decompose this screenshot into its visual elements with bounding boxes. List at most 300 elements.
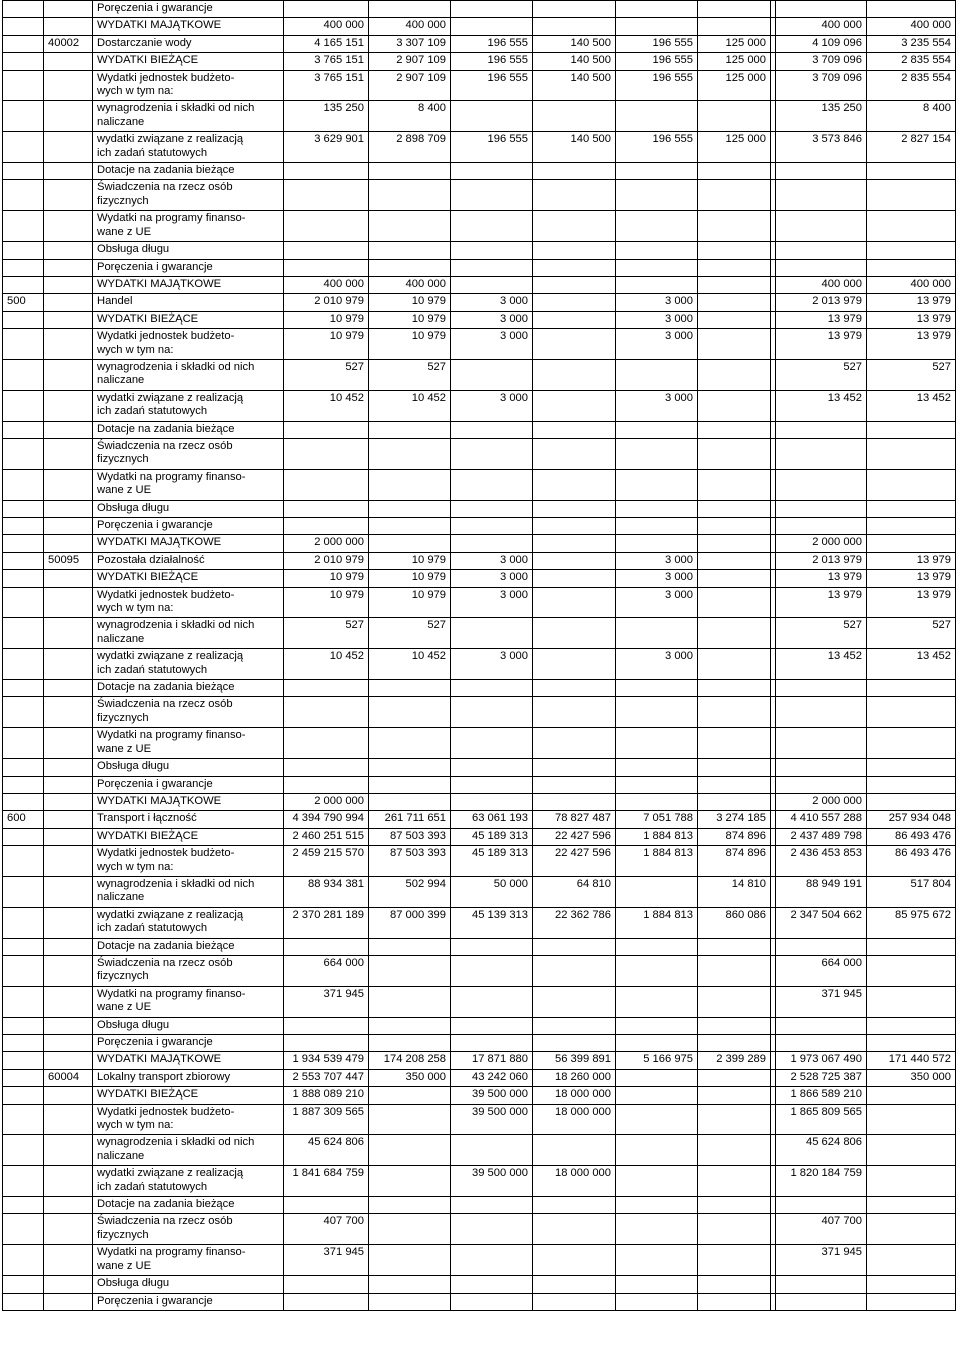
table-row xyxy=(3,70,956,101)
amount-change-increase-powiat xyxy=(698,276,771,293)
amount-change-increase: 3 000 xyxy=(616,390,698,421)
expenditure-category-cell: Obsługa długu xyxy=(93,1017,284,1034)
amount-after-total xyxy=(776,1035,867,1052)
amount-change-decrease xyxy=(451,697,533,728)
division-code-cell xyxy=(3,1087,44,1104)
chapter-code-cell xyxy=(44,53,93,70)
amount-after-powiat: 517 804 xyxy=(867,876,956,907)
amount-change-decrease xyxy=(451,101,533,132)
expenditure-category-cell: WYDATKI BIEŻĄCE xyxy=(93,828,284,845)
amount-change-increase xyxy=(616,1166,698,1197)
amount-change-increase-powiat xyxy=(698,1197,771,1214)
table-row xyxy=(3,294,956,311)
amount-change-decrease-powiat xyxy=(533,649,616,680)
amount-change-decrease xyxy=(451,728,533,759)
amount-plan-powiat: 400 000 xyxy=(369,276,451,293)
amount-change-decrease-powiat xyxy=(533,163,616,180)
amount-after-powiat xyxy=(867,1276,956,1293)
amount-plan-total: 10 452 xyxy=(284,649,369,680)
amount-after-powiat xyxy=(867,1035,956,1052)
chapter-code-cell xyxy=(44,728,93,759)
amount-after-powiat: 400 000 xyxy=(867,276,956,293)
amount-plan-total xyxy=(284,500,369,517)
amount-change-decrease: 3 000 xyxy=(451,552,533,569)
amount-after-total: 4 109 096 xyxy=(776,35,867,52)
amount-change-increase-powiat xyxy=(698,211,771,242)
amount-change-decrease-powiat xyxy=(533,101,616,132)
amount-change-decrease: 3 000 xyxy=(451,570,533,587)
chapter-code-cell xyxy=(44,1104,93,1135)
chapter-code-cell xyxy=(44,697,93,728)
division-code-cell xyxy=(3,587,44,618)
amount-plan-total: 407 700 xyxy=(284,1214,369,1245)
amount-change-decrease: 39 500 000 xyxy=(451,1166,533,1197)
amount-plan-total: 664 000 xyxy=(284,955,369,986)
chapter-code-cell: 60004 xyxy=(44,1069,93,1086)
division-code-cell xyxy=(3,1293,44,1310)
amount-change-increase-powiat: 125 000 xyxy=(698,70,771,101)
table-row xyxy=(3,1035,956,1052)
table-row xyxy=(3,1293,956,1310)
chapter-code-cell xyxy=(44,18,93,35)
table-row xyxy=(3,986,956,1017)
amount-after-total xyxy=(776,938,867,955)
amount-plan-total: 10 979 xyxy=(284,311,369,328)
table-row xyxy=(3,1214,956,1245)
division-code-cell xyxy=(3,469,44,500)
chapter-code-cell xyxy=(44,759,93,776)
amount-change-decrease-powiat xyxy=(533,518,616,535)
amount-after-total: 13 979 xyxy=(776,329,867,360)
table-row xyxy=(3,618,956,649)
amount-change-increase-powiat xyxy=(698,552,771,569)
amount-plan-powiat: 8 400 xyxy=(369,101,451,132)
amount-plan-powiat xyxy=(369,518,451,535)
expenditure-category-cell: Dotacje na zadania bieżące xyxy=(93,938,284,955)
expenditure-category-cell: Poręczenia i gwarancje xyxy=(93,1293,284,1310)
amount-plan-powiat: 87 503 393 xyxy=(369,846,451,877)
amount-change-decrease xyxy=(451,359,533,390)
division-code-cell xyxy=(3,359,44,390)
amount-after-total: 4 410 557 288 xyxy=(776,811,867,828)
division-code-cell xyxy=(3,759,44,776)
division-code-cell xyxy=(3,1197,44,1214)
amount-change-increase xyxy=(616,1069,698,1086)
division-code-cell xyxy=(3,259,44,276)
division-code-cell xyxy=(3,70,44,101)
amount-change-decrease-powiat xyxy=(533,276,616,293)
expenditure-category-cell: WYDATKI BIEŻĄCE xyxy=(93,570,284,587)
amount-after-total xyxy=(776,180,867,211)
table-row xyxy=(3,329,956,360)
amount-after-total xyxy=(776,1276,867,1293)
amount-change-increase: 3 000 xyxy=(616,329,698,360)
table-body xyxy=(3,1,956,1311)
table-row xyxy=(3,1104,956,1135)
amount-after-total xyxy=(776,728,867,759)
amount-change-increase xyxy=(616,276,698,293)
amount-change-increase-powiat: 874 896 xyxy=(698,846,771,877)
amount-change-decrease-powiat xyxy=(533,1035,616,1052)
division-code-cell xyxy=(3,132,44,163)
chapter-code-cell xyxy=(44,163,93,180)
amount-change-decrease xyxy=(451,211,533,242)
table-row xyxy=(3,1017,956,1034)
amount-after-total xyxy=(776,500,867,517)
chapter-code-cell xyxy=(44,259,93,276)
amount-change-increase-powiat xyxy=(698,242,771,259)
amount-plan-powiat xyxy=(369,438,451,469)
amount-after-powiat xyxy=(867,1245,956,1276)
amount-plan-total: 88 934 381 xyxy=(284,876,369,907)
item-name-cell: Handel xyxy=(93,294,284,311)
amount-plan-powiat xyxy=(369,938,451,955)
chapter-code-cell xyxy=(44,649,93,680)
amount-change-increase-powiat xyxy=(698,390,771,421)
amount-change-decrease: 43 242 060 xyxy=(451,1069,533,1086)
expenditure-category-cell: Świadczenia na rzecz osób fizycznych xyxy=(93,697,284,728)
amount-change-increase: 3 000 xyxy=(616,311,698,328)
amount-plan-total xyxy=(284,697,369,728)
amount-change-decrease: 3 000 xyxy=(451,587,533,618)
division-code-cell xyxy=(3,986,44,1017)
amount-change-decrease-powiat xyxy=(533,759,616,776)
amount-change-increase: 1 884 813 xyxy=(616,907,698,938)
amount-plan-powiat: 10 979 xyxy=(369,587,451,618)
amount-after-total: 664 000 xyxy=(776,955,867,986)
table-row xyxy=(3,518,956,535)
amount-plan-powiat: 502 994 xyxy=(369,876,451,907)
amount-plan-powiat xyxy=(369,986,451,1017)
amount-change-decrease xyxy=(451,680,533,697)
amount-change-increase-powiat xyxy=(698,697,771,728)
amount-change-decrease: 196 555 xyxy=(451,35,533,52)
amount-change-increase-powiat xyxy=(698,18,771,35)
table-row xyxy=(3,390,956,421)
amount-change-increase xyxy=(616,518,698,535)
amount-after-total: 527 xyxy=(776,618,867,649)
amount-change-decrease-powiat xyxy=(533,421,616,438)
amount-after-total: 1 866 589 210 xyxy=(776,1087,867,1104)
amount-change-increase xyxy=(616,776,698,793)
expenditure-category-cell: WYDATKI MAJĄTKOWE xyxy=(93,276,284,293)
amount-change-decrease xyxy=(451,1035,533,1052)
amount-change-increase-powiat xyxy=(698,938,771,955)
expenditure-category-cell: wynagrodzenia i składki od nich naliczane xyxy=(93,1135,284,1166)
amount-change-increase xyxy=(616,1017,698,1034)
amount-change-increase-powiat xyxy=(698,1,771,18)
division-code-cell xyxy=(3,500,44,517)
amount-change-decrease xyxy=(451,469,533,500)
amount-change-decrease-powiat: 22 362 786 xyxy=(533,907,616,938)
expenditure-category-cell: Obsługa długu xyxy=(93,1276,284,1293)
amount-change-decrease xyxy=(451,259,533,276)
division-code-cell xyxy=(3,390,44,421)
amount-plan-total: 2 460 251 515 xyxy=(284,828,369,845)
expenditure-category-cell: wynagrodzenia i składki od nich naliczane xyxy=(93,101,284,132)
amount-change-decrease-powiat xyxy=(533,259,616,276)
amount-after-powiat: 8 400 xyxy=(867,101,956,132)
amount-after-powiat xyxy=(867,1104,956,1135)
chapter-code-cell xyxy=(44,1135,93,1166)
expenditure-category-cell: Świadczenia na rzecz osób fizycznych xyxy=(93,955,284,986)
amount-after-total: 13 979 xyxy=(776,570,867,587)
amount-after-total: 371 945 xyxy=(776,1245,867,1276)
amount-plan-total xyxy=(284,421,369,438)
amount-plan-powiat xyxy=(369,469,451,500)
chapter-code-cell xyxy=(44,618,93,649)
amount-change-increase xyxy=(616,359,698,390)
chapter-code-cell xyxy=(44,242,93,259)
table-row xyxy=(3,438,956,469)
table-row xyxy=(3,535,956,552)
amount-after-powiat xyxy=(867,1214,956,1245)
expenditure-category-cell: Wydatki jednostek budżeto- wych w tym na: xyxy=(93,846,284,877)
amount-change-decrease xyxy=(451,938,533,955)
amount-change-increase-powiat xyxy=(698,776,771,793)
chapter-code-cell xyxy=(44,1017,93,1034)
amount-change-increase xyxy=(616,618,698,649)
table-row xyxy=(3,469,956,500)
amount-after-total: 407 700 xyxy=(776,1214,867,1245)
amount-change-increase-powiat xyxy=(698,421,771,438)
amount-change-decrease: 3 000 xyxy=(451,311,533,328)
table-row xyxy=(3,552,956,569)
expenditure-category-cell: Dotacje na zadania bieżące xyxy=(93,421,284,438)
amount-after-powiat xyxy=(867,535,956,552)
expenditure-category-cell: wydatki związane z realizacją ich zadań statutowych xyxy=(93,649,284,680)
amount-change-increase: 7 051 788 xyxy=(616,811,698,828)
amount-after-powiat: 13 979 xyxy=(867,311,956,328)
amount-change-increase-powiat xyxy=(698,955,771,986)
amount-plan-total xyxy=(284,180,369,211)
amount-change-increase xyxy=(616,163,698,180)
table-row xyxy=(3,163,956,180)
amount-plan-powiat xyxy=(369,955,451,986)
amount-plan-total xyxy=(284,680,369,697)
amount-plan-powiat: 2 907 109 xyxy=(369,53,451,70)
amount-change-decrease xyxy=(451,759,533,776)
amount-plan-total: 3 629 901 xyxy=(284,132,369,163)
amount-plan-total xyxy=(284,759,369,776)
amount-change-decrease-powiat: 22 427 596 xyxy=(533,828,616,845)
amount-change-increase-powiat: 125 000 xyxy=(698,35,771,52)
table-row xyxy=(3,570,956,587)
chapter-code-cell xyxy=(44,828,93,845)
amount-change-decrease-powiat: 140 500 xyxy=(533,70,616,101)
expenditure-category-cell: Poręczenia i gwarancje xyxy=(93,259,284,276)
amount-plan-powiat xyxy=(369,1017,451,1034)
chapter-code-cell xyxy=(44,1276,93,1293)
amount-change-decrease-powiat xyxy=(533,390,616,421)
amount-plan-powiat xyxy=(369,1087,451,1104)
division-code-cell xyxy=(3,846,44,877)
division-code-cell xyxy=(3,828,44,845)
amount-plan-powiat xyxy=(369,500,451,517)
amount-after-powiat xyxy=(867,697,956,728)
amount-after-powiat: 3 235 554 xyxy=(867,35,956,52)
division-code-cell xyxy=(3,53,44,70)
amount-change-increase-powiat xyxy=(698,469,771,500)
chapter-code-cell xyxy=(44,101,93,132)
amount-after-powiat xyxy=(867,938,956,955)
division-code-cell xyxy=(3,242,44,259)
amount-change-decrease-powiat: 64 810 xyxy=(533,876,616,907)
chapter-code-cell xyxy=(44,811,93,828)
amount-change-increase-powiat xyxy=(698,1087,771,1104)
amount-change-decrease-powiat xyxy=(533,469,616,500)
table-row xyxy=(3,1,956,18)
amount-plan-total: 135 250 xyxy=(284,101,369,132)
amount-plan-total: 1 934 539 479 xyxy=(284,1052,369,1069)
amount-after-total: 2 528 725 387 xyxy=(776,1069,867,1086)
chapter-code-cell xyxy=(44,180,93,211)
amount-plan-total: 45 624 806 xyxy=(284,1135,369,1166)
amount-plan-total xyxy=(284,1,369,18)
amount-after-powiat xyxy=(867,793,956,810)
amount-change-decrease: 39 500 000 xyxy=(451,1104,533,1135)
amount-change-increase xyxy=(616,211,698,242)
amount-change-increase xyxy=(616,1,698,18)
expenditure-category-cell: wynagrodzenia i składki od nich naliczane xyxy=(93,359,284,390)
amount-change-decrease: 3 000 xyxy=(451,329,533,360)
amount-change-increase-powiat: 125 000 xyxy=(698,132,771,163)
amount-change-increase xyxy=(616,938,698,955)
amount-plan-powiat xyxy=(369,421,451,438)
amount-plan-powiat: 261 711 651 xyxy=(369,811,451,828)
table-row xyxy=(3,311,956,328)
amount-after-total xyxy=(776,759,867,776)
amount-change-increase xyxy=(616,1035,698,1052)
division-code-cell xyxy=(3,1035,44,1052)
table-row xyxy=(3,53,956,70)
amount-plan-total: 2 553 707 447 xyxy=(284,1069,369,1086)
expenditure-category-cell: Świadczenia na rzecz osób fizycznych xyxy=(93,180,284,211)
amount-plan-total: 400 000 xyxy=(284,276,369,293)
amount-change-increase xyxy=(616,876,698,907)
amount-plan-total xyxy=(284,1293,369,1310)
amount-change-decrease-powiat xyxy=(533,680,616,697)
table-row xyxy=(3,587,956,618)
amount-plan-powiat: 10 979 xyxy=(369,552,451,569)
division-code-cell xyxy=(3,1069,44,1086)
amount-plan-powiat: 87 503 393 xyxy=(369,828,451,845)
amount-plan-total: 4 165 151 xyxy=(284,35,369,52)
amount-after-powiat: 350 000 xyxy=(867,1069,956,1086)
amount-plan-powiat xyxy=(369,728,451,759)
amount-after-powiat: 86 493 476 xyxy=(867,828,956,845)
chapter-code-cell xyxy=(44,680,93,697)
expenditure-category-cell: Wydatki jednostek budżeto- wych w tym na: xyxy=(93,70,284,101)
amount-plan-total: 4 394 790 994 xyxy=(284,811,369,828)
expenditure-category-cell: WYDATKI BIEŻĄCE xyxy=(93,1087,284,1104)
amount-plan-total: 10 979 xyxy=(284,587,369,618)
chapter-code-cell xyxy=(44,876,93,907)
table-row xyxy=(3,828,956,845)
amount-change-increase-powiat: 860 086 xyxy=(698,907,771,938)
table-row xyxy=(3,649,956,680)
chapter-code-cell xyxy=(44,776,93,793)
amount-plan-powiat: 10 452 xyxy=(369,390,451,421)
chapter-code-cell xyxy=(44,846,93,877)
amount-change-increase xyxy=(616,1087,698,1104)
amount-plan-total xyxy=(284,1276,369,1293)
expenditure-category-cell: Poręczenia i gwarancje xyxy=(93,1,284,18)
division-code-cell xyxy=(3,1052,44,1069)
amount-plan-total xyxy=(284,938,369,955)
amount-change-decrease: 45 189 313 xyxy=(451,828,533,845)
table-row xyxy=(3,35,956,52)
amount-after-powiat: 171 440 572 xyxy=(867,1052,956,1069)
amount-change-increase: 3 000 xyxy=(616,587,698,618)
amount-change-decrease-powiat xyxy=(533,1245,616,1276)
amount-after-powiat: 13 979 xyxy=(867,587,956,618)
amount-after-powiat: 13 452 xyxy=(867,390,956,421)
amount-after-total: 3 573 846 xyxy=(776,132,867,163)
amount-plan-total: 2 000 000 xyxy=(284,793,369,810)
amount-change-increase-powiat xyxy=(698,518,771,535)
amount-change-increase: 3 000 xyxy=(616,649,698,680)
amount-change-increase-powiat xyxy=(698,1166,771,1197)
amount-change-decrease xyxy=(451,1214,533,1245)
chapter-code-cell xyxy=(44,955,93,986)
amount-change-decrease-powiat xyxy=(533,618,616,649)
table-row xyxy=(3,359,956,390)
item-name-cell: Pozostała działalność xyxy=(93,552,284,569)
amount-plan-total: 3 765 151 xyxy=(284,53,369,70)
table-row xyxy=(3,955,956,986)
amount-after-powiat xyxy=(867,469,956,500)
amount-plan-powiat: 527 xyxy=(369,359,451,390)
amount-plan-total: 371 945 xyxy=(284,1245,369,1276)
table-row xyxy=(3,18,956,35)
amount-after-powiat: 85 975 672 xyxy=(867,907,956,938)
amount-change-increase: 3 000 xyxy=(616,294,698,311)
division-code-cell xyxy=(3,618,44,649)
division-code-cell xyxy=(3,570,44,587)
amount-change-increase xyxy=(616,728,698,759)
chapter-code-cell xyxy=(44,1052,93,1069)
amount-change-increase: 3 000 xyxy=(616,570,698,587)
amount-change-decrease xyxy=(451,1017,533,1034)
amount-change-increase-powiat xyxy=(698,1135,771,1166)
expenditure-category-cell: Wydatki na programy finanso- wane z UE xyxy=(93,1245,284,1276)
amount-change-decrease-powiat xyxy=(533,535,616,552)
amount-after-powiat xyxy=(867,421,956,438)
table-row xyxy=(3,180,956,211)
expenditure-category-cell: Poręczenia i gwarancje xyxy=(93,518,284,535)
amount-change-decrease xyxy=(451,1245,533,1276)
amount-change-increase-powiat xyxy=(698,986,771,1017)
table-row xyxy=(3,259,956,276)
amount-change-decrease-powiat xyxy=(533,438,616,469)
chapter-code-cell xyxy=(44,1166,93,1197)
amount-plan-total xyxy=(284,211,369,242)
amount-plan-powiat: 2 907 109 xyxy=(369,70,451,101)
division-code-cell xyxy=(3,101,44,132)
amount-plan-total: 2 459 215 570 xyxy=(284,846,369,877)
table-row xyxy=(3,1135,956,1166)
amount-after-total: 13 979 xyxy=(776,587,867,618)
item-name-cell: Transport i łączność xyxy=(93,811,284,828)
amount-change-decrease-powiat xyxy=(533,18,616,35)
amount-after-powiat: 2 835 554 xyxy=(867,70,956,101)
amount-change-decrease-powiat xyxy=(533,180,616,211)
amount-plan-powiat xyxy=(369,259,451,276)
expenditure-category-cell: Świadczenia na rzecz osób fizycznych xyxy=(93,438,284,469)
division-code-cell xyxy=(3,697,44,728)
chapter-code-cell xyxy=(44,1035,93,1052)
